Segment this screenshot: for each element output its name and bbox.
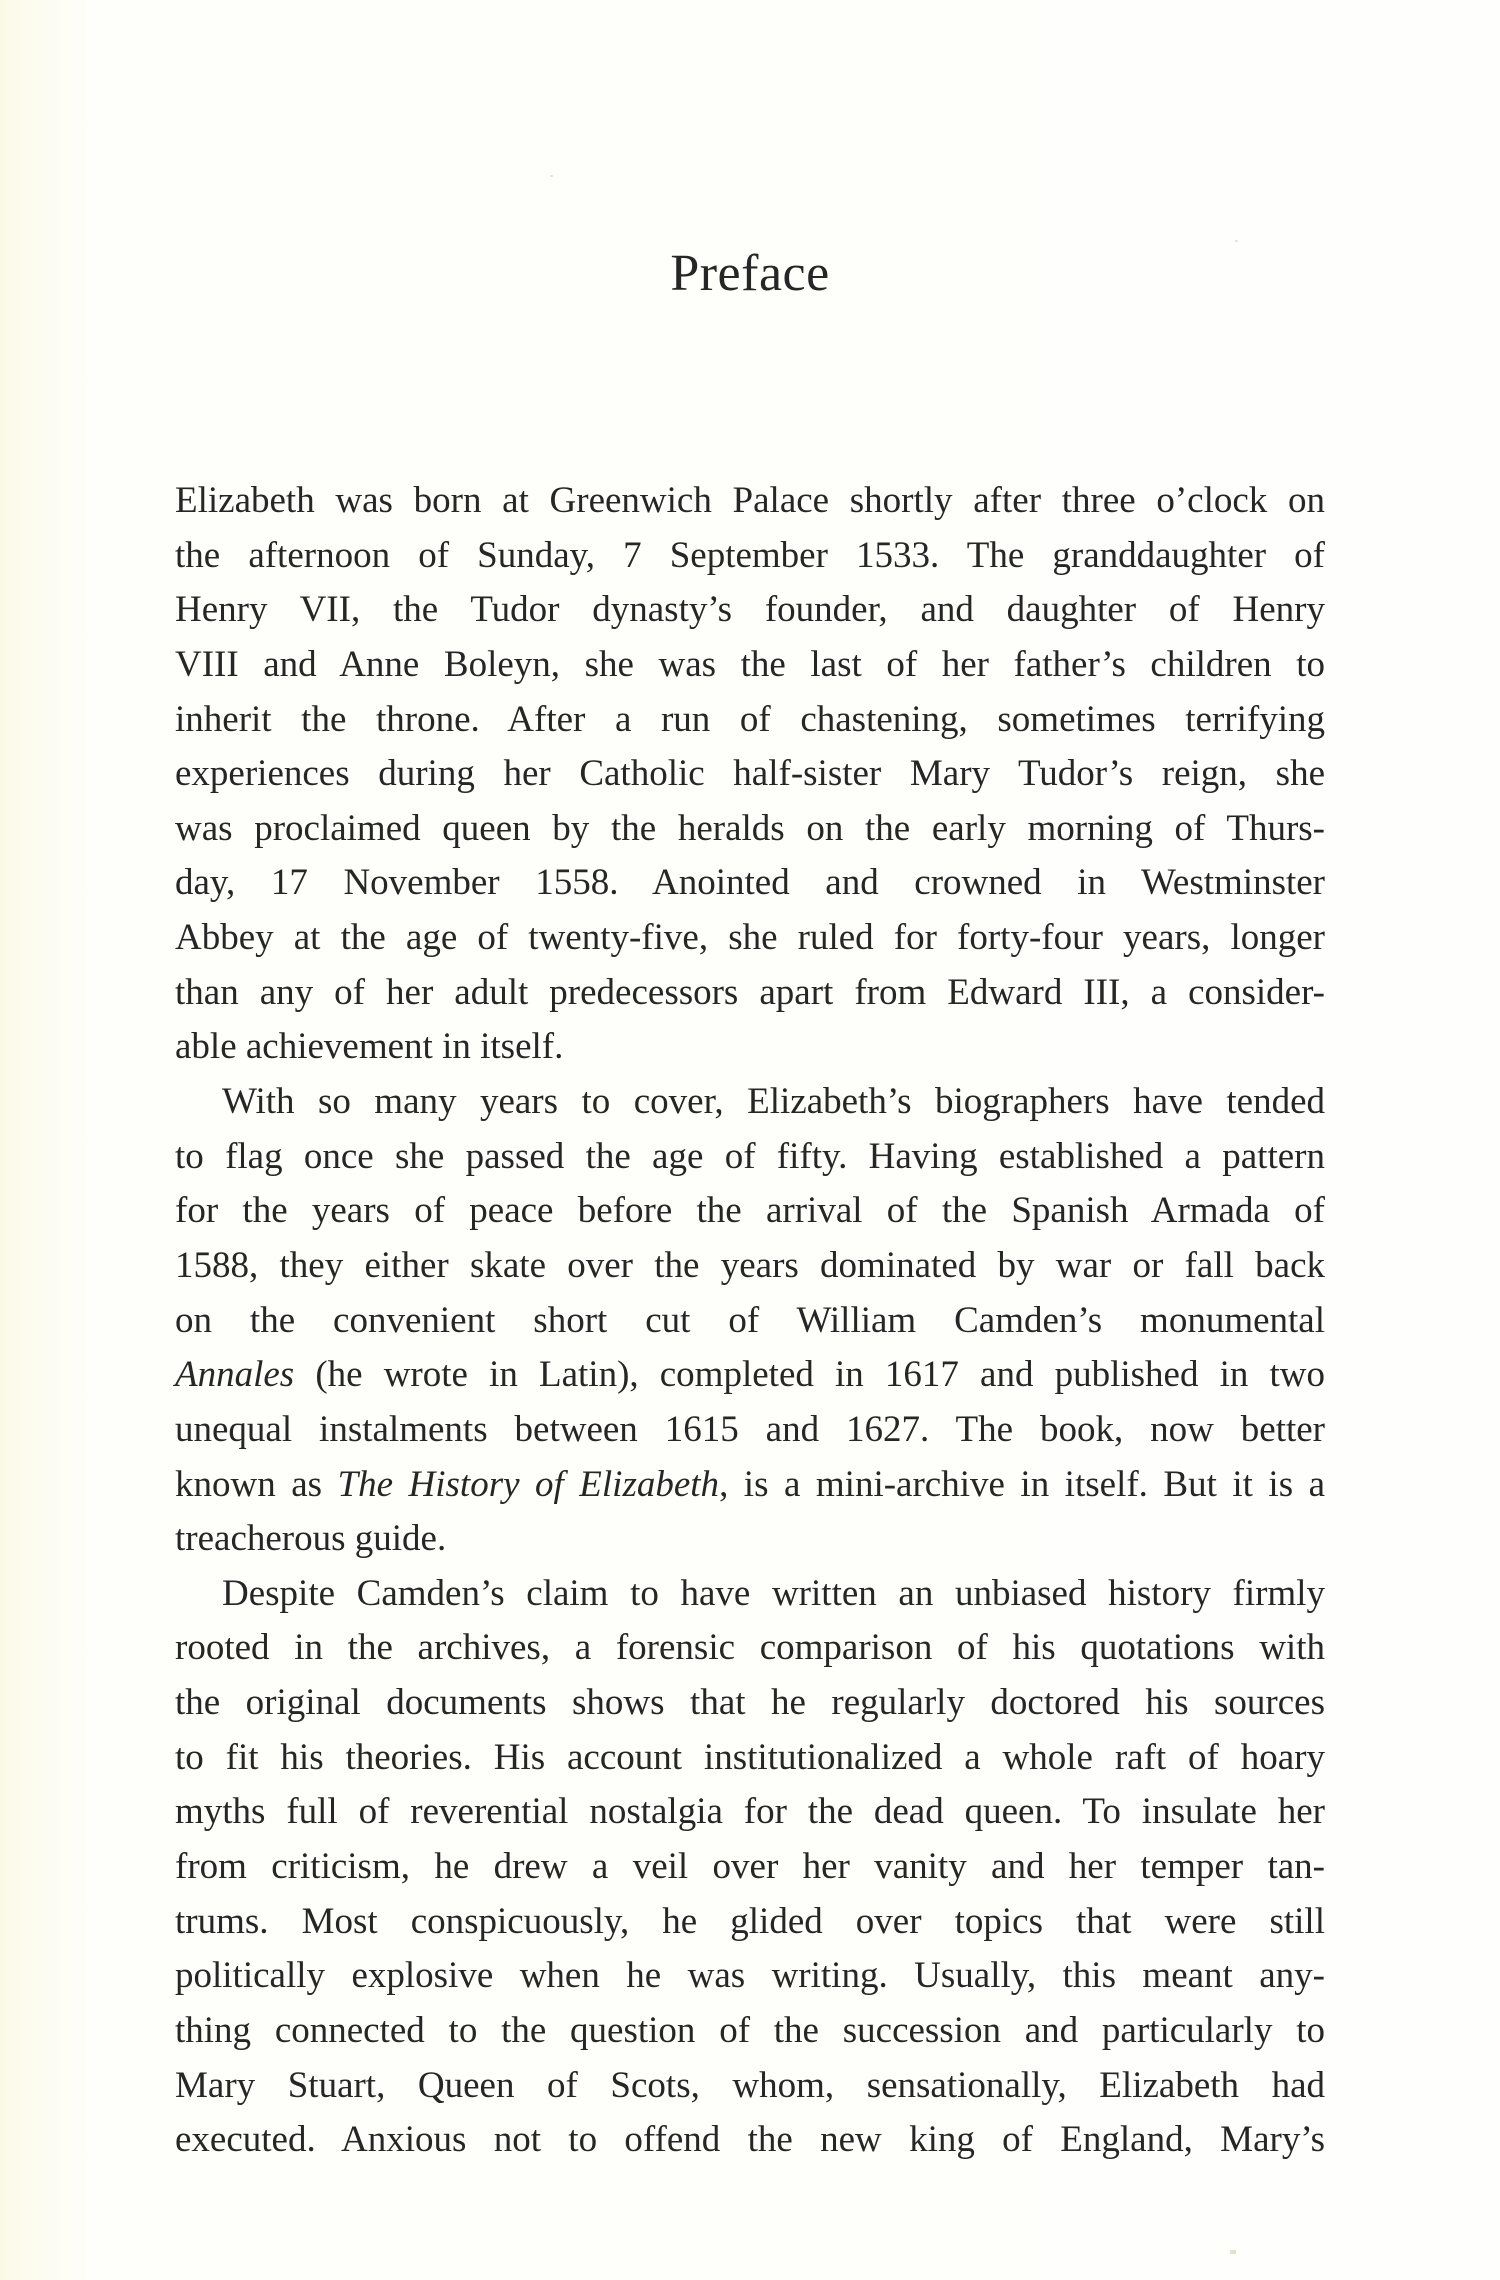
text-line: trums. Most conspicuously, he glided over topics that were still xyxy=(175,1900,1325,1942)
text-line: VIII and Anne Boleyn, she was the last of her father’s children to xyxy=(175,643,1325,685)
scan-speck xyxy=(1230,2250,1236,2254)
text-line: experiences during her Catholic half-sister Mary Tudor’s reign, she xyxy=(175,753,1325,795)
text-line: Despite Camden’s claim to have written an unbiased history firmly xyxy=(222,1572,1325,1614)
text-line: myths full of reverential nostalgia for the dead queen. To insulate her xyxy=(175,1791,1325,1833)
text-line: Henry VII, the Tudor dynasty’s founder, and daughter of Henry xyxy=(175,589,1325,631)
text-line: unequal instalments between 1615 and 1627. The book, now better xyxy=(175,1408,1325,1450)
text-line xyxy=(175,1458,1325,1513)
text-line: from criticism, he drew a veil over her vanity and her temper tan- xyxy=(175,1846,1325,1888)
text-line: Elizabeth was born at Greenwich Palace shortly after three o’clock on xyxy=(175,480,1325,521)
text-line xyxy=(175,1348,1325,1403)
text-run: (he wrote in Latin), completed in 1617 and published in two xyxy=(294,1354,1325,1396)
text-line: for the years of peace before the arrival of the Spanish Armada of xyxy=(175,1190,1325,1232)
text-line: able achievement in itself. xyxy=(175,1026,564,1068)
text-line: rooted in the archives, a forensic comparison of his quotations with xyxy=(175,1627,1325,1669)
text-line: executed. Anxious not to offend the new king of England, Mary’s xyxy=(175,2119,1325,2161)
text-line: 1588, they either skate over the years dominated by war or fall back xyxy=(175,1244,1325,1286)
italic-book-title: The History of Elizabeth xyxy=(337,1463,720,1505)
paragraph-3 xyxy=(175,1567,1325,2168)
text-line: thing connected to the question of the succession and particularly to xyxy=(175,2009,1325,2051)
text-line: the afternoon of Sunday, 7 September 1533. The granddaughter of xyxy=(175,534,1325,576)
text-line: Abbey at the age of twenty-five, she ruled for forty-four years, longer xyxy=(175,917,1325,959)
page-title: Preface xyxy=(670,245,830,302)
italic-book-title: Annales xyxy=(175,1354,295,1396)
scan-speck xyxy=(550,175,553,177)
text-line: than any of her adult predecessors apart from Edward III, a consider- xyxy=(175,971,1325,1013)
text-line: Mary Stuart, Queen of Scots, whom, sensationally, Elizabeth had xyxy=(175,2064,1325,2106)
text-line: inherit the throne. After a run of chastening, sometimes terrifying xyxy=(175,698,1325,740)
text-line: was proclaimed queen by the heralds on the early morning of Thurs- xyxy=(175,807,1325,849)
text-line: With so many years to cover, Elizabeth’s biographers have tended xyxy=(222,1081,1325,1123)
text-line: politically explosive when he was writing. Usually, this meant any- xyxy=(175,1955,1325,1997)
text-line: the original documents shows that he regularly doctored his sources xyxy=(175,1682,1325,1724)
text-line: on the convenient short cut of William Camden’s monumental xyxy=(175,1299,1325,1341)
text-line: to fit his theories. His account institutionalized a whole raft of hoary xyxy=(175,1736,1325,1778)
body-text xyxy=(175,474,1325,2168)
scan-speck xyxy=(1235,240,1238,242)
paragraph-2 xyxy=(175,1075,1325,1567)
text-line: day, 17 November 1558. Anointed and crowned in Westminster xyxy=(175,862,1325,904)
text-run: known as xyxy=(175,1463,338,1505)
text-line: treacherous guide. xyxy=(175,1518,447,1560)
text-run: , is a mini-archive in itself. But it is a xyxy=(719,1463,1326,1505)
paragraph-1 xyxy=(175,474,1325,1075)
text-line: to flag once she passed the age of fifty. Having established a pattern xyxy=(175,1135,1325,1177)
